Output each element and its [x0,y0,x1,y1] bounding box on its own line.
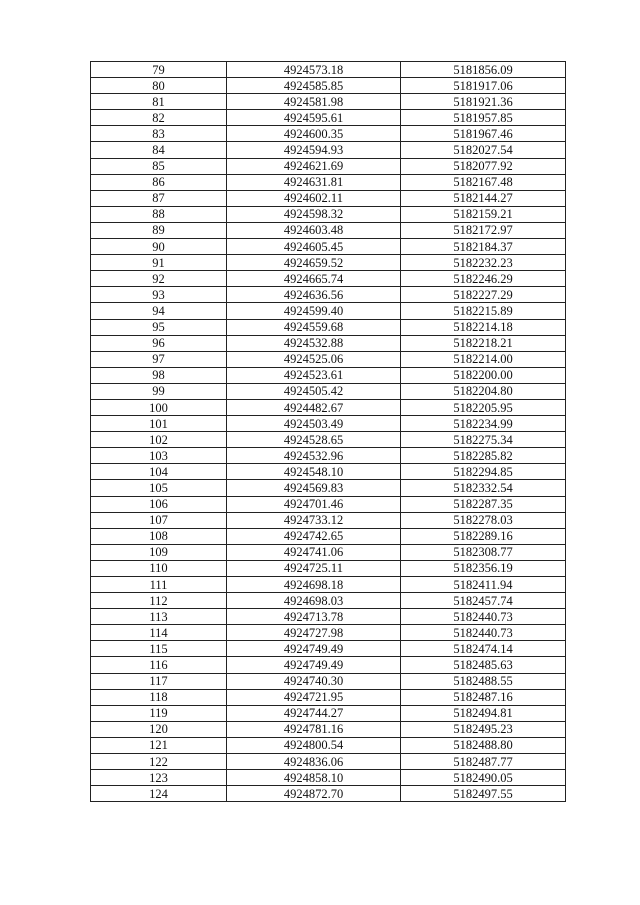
table-row [91,673,566,689]
y-coordinate-cell: 5182214.00 [401,351,566,367]
table-row [91,496,566,512]
y-coordinate-cell: 5181921.36 [401,94,566,110]
point-number-cell: 80 [91,78,227,94]
point-number-cell: 115 [91,641,227,657]
x-coordinate-cell: 4924482.67 [227,399,401,415]
table-row [91,560,566,576]
x-coordinate-cell: 4924603.48 [227,222,401,238]
point-number-cell: 121 [91,737,227,753]
x-coordinate-cell: 4924503.49 [227,416,401,432]
point-number-cell: 119 [91,705,227,721]
x-coordinate-cell: 4924725.11 [227,560,401,576]
point-number-cell: 99 [91,383,227,399]
point-number-cell: 83 [91,126,227,142]
x-coordinate-cell: 4924659.52 [227,255,401,271]
y-coordinate-cell: 5182214.18 [401,319,566,335]
x-coordinate-cell: 4924749.49 [227,657,401,673]
y-coordinate-cell: 5182204.80 [401,383,566,399]
coordinates-table-body [91,62,566,802]
table-row [91,625,566,641]
x-coordinate-cell: 4924800.54 [227,737,401,753]
x-coordinate-cell: 4924594.93 [227,142,401,158]
point-number-cell: 122 [91,754,227,770]
y-coordinate-cell: 5182200.00 [401,367,566,383]
y-coordinate-cell: 5182289.16 [401,528,566,544]
y-coordinate-cell: 5182411.94 [401,577,566,593]
y-coordinate-cell: 5182144.27 [401,190,566,206]
point-number-cell: 89 [91,222,227,238]
table-row [91,416,566,432]
table-row [91,544,566,560]
table-row [91,512,566,528]
y-coordinate-cell: 5182285.82 [401,448,566,464]
point-number-cell: 81 [91,94,227,110]
y-coordinate-cell: 5182488.80 [401,737,566,753]
table-row [91,255,566,271]
x-coordinate-cell: 4924523.61 [227,367,401,383]
y-coordinate-cell: 5182278.03 [401,512,566,528]
table-row [91,206,566,222]
x-coordinate-cell: 4924525.06 [227,351,401,367]
y-coordinate-cell: 5182294.85 [401,464,566,480]
x-coordinate-cell: 4924665.74 [227,271,401,287]
table-row [91,641,566,657]
table-row [91,335,566,351]
table-row [91,239,566,255]
y-coordinate-cell: 5182308.77 [401,544,566,560]
point-number-cell: 86 [91,174,227,190]
y-coordinate-cell: 5182232.23 [401,255,566,271]
point-number-cell: 123 [91,770,227,786]
x-coordinate-cell: 4924744.27 [227,705,401,721]
x-coordinate-cell: 4924872.70 [227,786,401,802]
table-row [91,142,566,158]
table-row [91,528,566,544]
table-row [91,754,566,770]
y-coordinate-cell: 5182027.54 [401,142,566,158]
point-number-cell: 84 [91,142,227,158]
table-row [91,657,566,673]
point-number-cell: 91 [91,255,227,271]
x-coordinate-cell: 4924698.18 [227,577,401,593]
point-number-cell: 96 [91,335,227,351]
table-row [91,367,566,383]
x-coordinate-cell: 4924602.11 [227,190,401,206]
table-row [91,222,566,238]
point-number-cell: 90 [91,239,227,255]
table-row [91,689,566,705]
point-number-cell: 116 [91,657,227,673]
y-coordinate-cell: 5182485.63 [401,657,566,673]
point-number-cell: 114 [91,625,227,641]
point-number-cell: 92 [91,271,227,287]
x-coordinate-cell: 4924505.42 [227,383,401,399]
x-coordinate-cell: 4924733.12 [227,512,401,528]
point-number-cell: 97 [91,351,227,367]
x-coordinate-cell: 4924532.88 [227,335,401,351]
table-row [91,721,566,737]
y-coordinate-cell: 5181917.06 [401,78,566,94]
point-number-cell: 85 [91,158,227,174]
point-number-cell: 117 [91,673,227,689]
y-coordinate-cell: 5182167.48 [401,174,566,190]
point-number-cell: 111 [91,577,227,593]
x-coordinate-cell: 4924749.49 [227,641,401,657]
table-row [91,432,566,448]
x-coordinate-cell: 4924631.81 [227,174,401,190]
table-row [91,786,566,802]
table-row [91,158,566,174]
table-row [91,609,566,625]
y-coordinate-cell: 5181856.09 [401,62,566,78]
x-coordinate-cell: 4924636.56 [227,287,401,303]
y-coordinate-cell: 5182487.16 [401,689,566,705]
point-number-cell: 79 [91,62,227,78]
x-coordinate-cell: 4924698.03 [227,593,401,609]
coordinates-table [90,61,566,802]
x-coordinate-cell: 4924713.78 [227,609,401,625]
x-coordinate-cell: 4924605.45 [227,239,401,255]
point-number-cell: 93 [91,287,227,303]
table-row [91,593,566,609]
x-coordinate-cell: 4924741.06 [227,544,401,560]
x-coordinate-cell: 4924836.06 [227,754,401,770]
table-row [91,351,566,367]
table-row [91,287,566,303]
x-coordinate-cell: 4924532.96 [227,448,401,464]
point-number-cell: 87 [91,190,227,206]
x-coordinate-cell: 4924742.65 [227,528,401,544]
table-row [91,480,566,496]
y-coordinate-cell: 5182159.21 [401,206,566,222]
x-coordinate-cell: 4924701.46 [227,496,401,512]
y-coordinate-cell: 5182356.19 [401,560,566,576]
table-row [91,271,566,287]
y-coordinate-cell: 5182487.77 [401,754,566,770]
x-coordinate-cell: 4924548.10 [227,464,401,480]
table-row [91,464,566,480]
x-coordinate-cell: 4924585.85 [227,78,401,94]
point-number-cell: 110 [91,560,227,576]
point-number-cell: 105 [91,480,227,496]
table-row [91,448,566,464]
point-number-cell: 98 [91,367,227,383]
y-coordinate-cell: 5182172.97 [401,222,566,238]
y-coordinate-cell: 5182488.55 [401,673,566,689]
y-coordinate-cell: 5181967.46 [401,126,566,142]
table-row [91,78,566,94]
y-coordinate-cell: 5182218.21 [401,335,566,351]
table-row [91,383,566,399]
point-number-cell: 120 [91,721,227,737]
x-coordinate-cell: 4924858.10 [227,770,401,786]
table-row [91,110,566,126]
x-coordinate-cell: 4924559.68 [227,319,401,335]
y-coordinate-cell: 5182205.95 [401,399,566,415]
table-row [91,770,566,786]
y-coordinate-cell: 5182495.23 [401,721,566,737]
y-coordinate-cell: 5182497.55 [401,786,566,802]
y-coordinate-cell: 5182287.35 [401,496,566,512]
y-coordinate-cell: 5182440.73 [401,609,566,625]
x-coordinate-cell: 4924581.98 [227,94,401,110]
y-coordinate-cell: 5182215.89 [401,303,566,319]
x-coordinate-cell: 4924598.32 [227,206,401,222]
point-number-cell: 100 [91,399,227,415]
x-coordinate-cell: 4924528.65 [227,432,401,448]
y-coordinate-cell: 5182474.14 [401,641,566,657]
point-number-cell: 101 [91,416,227,432]
y-coordinate-cell: 5182246.29 [401,271,566,287]
point-number-cell: 104 [91,464,227,480]
table-row [91,126,566,142]
point-number-cell: 112 [91,593,227,609]
y-coordinate-cell: 5182440.73 [401,625,566,641]
x-coordinate-cell: 4924573.18 [227,62,401,78]
point-number-cell: 103 [91,448,227,464]
point-number-cell: 118 [91,689,227,705]
point-number-cell: 102 [91,432,227,448]
y-coordinate-cell: 5182227.29 [401,287,566,303]
y-coordinate-cell: 5182457.74 [401,593,566,609]
x-coordinate-cell: 4924621.69 [227,158,401,174]
y-coordinate-cell: 5182490.05 [401,770,566,786]
y-coordinate-cell: 5182275.34 [401,432,566,448]
x-coordinate-cell: 4924781.16 [227,721,401,737]
point-number-cell: 95 [91,319,227,335]
table-row [91,303,566,319]
point-number-cell: 82 [91,110,227,126]
table-row [91,705,566,721]
table-row [91,190,566,206]
x-coordinate-cell: 4924740.30 [227,673,401,689]
point-number-cell: 94 [91,303,227,319]
x-coordinate-cell: 4924595.61 [227,110,401,126]
y-coordinate-cell: 5181957.85 [401,110,566,126]
table-row [91,319,566,335]
x-coordinate-cell: 4924569.83 [227,480,401,496]
table-row [91,62,566,78]
y-coordinate-cell: 5182332.54 [401,480,566,496]
table-row [91,399,566,415]
point-number-cell: 109 [91,544,227,560]
point-number-cell: 106 [91,496,227,512]
point-number-cell: 107 [91,512,227,528]
y-coordinate-cell: 5182234.99 [401,416,566,432]
x-coordinate-cell: 4924721.95 [227,689,401,705]
y-coordinate-cell: 5182077.92 [401,158,566,174]
y-coordinate-cell: 5182494.81 [401,705,566,721]
table-row [91,94,566,110]
point-number-cell: 113 [91,609,227,625]
y-coordinate-cell: 5182184.37 [401,239,566,255]
table-row [91,737,566,753]
x-coordinate-cell: 4924599.40 [227,303,401,319]
point-number-cell: 124 [91,786,227,802]
table-row [91,577,566,593]
point-number-cell: 108 [91,528,227,544]
point-number-cell: 88 [91,206,227,222]
table-row [91,174,566,190]
x-coordinate-cell: 4924600.35 [227,126,401,142]
x-coordinate-cell: 4924727.98 [227,625,401,641]
